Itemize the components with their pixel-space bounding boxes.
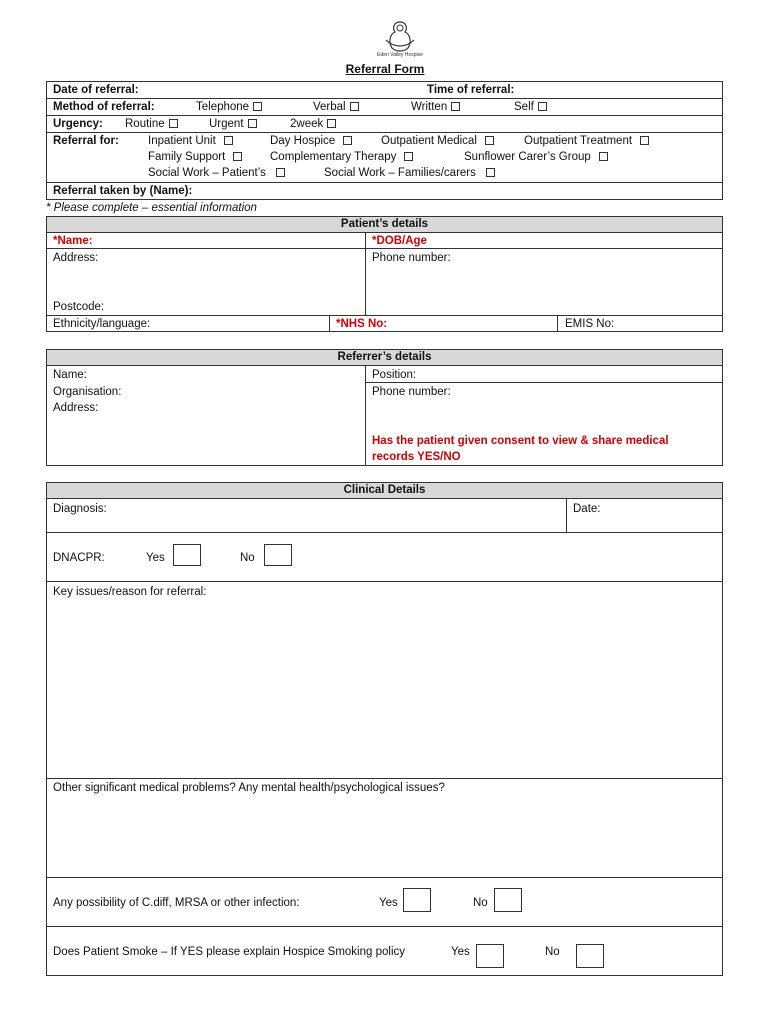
patient-name-label: *Name:: [53, 235, 93, 247]
referral-outpatient-medical[interactable]: Outpatient Medical: [381, 134, 494, 148]
consent-question-line2: records YES/NO: [372, 451, 461, 463]
method-self[interactable]: Self: [514, 100, 547, 114]
infection-no-checkbox[interactable]: [494, 888, 522, 912]
method-verbal[interactable]: Verbal: [313, 100, 359, 114]
other-problems-label: Other significant medical problems? Any mental health/psychological issues?: [53, 782, 445, 794]
dnacpr-yes-checkbox[interactable]: [173, 544, 201, 566]
logo-text: Eden Valley Hospice: [377, 52, 423, 58]
infection-yes-checkbox[interactable]: [403, 888, 431, 912]
smoke-no-checkbox[interactable]: [576, 944, 604, 968]
consent-question-line1: Has the patient given consent to view & share medical: [372, 435, 669, 447]
outpatient-treatment-checkbox[interactable]: [640, 136, 649, 145]
complementary-therapy-checkbox[interactable]: [404, 152, 413, 161]
urgency-2week[interactable]: 2week: [290, 117, 336, 131]
inpatient-unit-checkbox[interactable]: [224, 136, 233, 145]
social-work-families-checkbox[interactable]: [486, 168, 495, 177]
method-telephone[interactable]: Telephone: [196, 100, 262, 114]
dnacpr-no-checkbox[interactable]: [264, 544, 292, 566]
urgency-label: Urgency:: [53, 118, 103, 130]
patient-address-label: Address:: [53, 252, 99, 264]
referral-social-work-families[interactable]: Social Work – Families/carers: [324, 166, 495, 180]
smoke-yes-label: Yes: [451, 946, 470, 958]
outpatient-medical-checkbox[interactable]: [485, 136, 494, 145]
referral-social-work-patients[interactable]: Social Work – Patient’s: [148, 166, 285, 180]
referral-for-label: Referral for:: [53, 135, 119, 147]
patient-postcode-label: Postcode:: [53, 301, 105, 313]
date-of-referral-label: Date of referral:: [53, 84, 139, 96]
sunflower-carers-group-checkbox[interactable]: [599, 152, 608, 161]
patient-emis-label: EMIS No:: [565, 318, 615, 330]
urgency-routine[interactable]: Routine: [125, 117, 178, 131]
patient-phone-label: Phone number:: [372, 252, 451, 264]
routine-checkbox[interactable]: [169, 119, 178, 128]
family-support-checkbox[interactable]: [233, 152, 242, 161]
diagnosis-label: Diagnosis:: [53, 503, 107, 515]
referral-taken-by-label: Referral taken by (Name):: [53, 185, 193, 197]
referral-inpatient-unit[interactable]: Inpatient Unit: [148, 134, 233, 148]
time-of-referral-label: Time of referral:: [427, 84, 515, 96]
dnacpr-no-label: No: [240, 552, 255, 564]
urgency-urgent[interactable]: Urgent: [209, 117, 257, 131]
form-title: Referral Form: [345, 62, 425, 76]
patient-ethnicity-label: Ethnicity/language:: [53, 318, 151, 330]
referrer-phone-label: Phone number:: [372, 386, 451, 398]
referrer-organisation-label: Organisation:: [53, 386, 122, 398]
self-checkbox[interactable]: [538, 102, 547, 111]
patient-nhs-label: *NHS No:: [336, 318, 388, 330]
social-work-patients-checkbox[interactable]: [276, 168, 285, 177]
clinical-details-header: Clinical Details: [46, 482, 723, 499]
telephone-checkbox[interactable]: [253, 102, 262, 111]
referral-complementary-therapy[interactable]: Complementary Therapy: [270, 150, 413, 164]
smoke-label: Does Patient Smoke – If YES please explain Hospice Smoking policy: [53, 946, 406, 958]
referrers-details-header: Referrer’s details: [46, 349, 723, 366]
referrer-name-label: Name:: [53, 369, 87, 381]
referral-day-hospice[interactable]: Day Hospice: [270, 134, 352, 148]
diagnosis-date-label: Date:: [573, 503, 601, 515]
smoke-no-label: No: [545, 946, 560, 958]
verbal-checkbox[interactable]: [350, 102, 359, 111]
key-issues-label: Key issues/reason for referral:: [53, 586, 207, 598]
referral-outpatient-treatment[interactable]: Outpatient Treatment: [524, 134, 649, 148]
written-checkbox[interactable]: [451, 102, 460, 111]
patients-details-header: Patient’s details: [46, 216, 723, 233]
infection-no-label: No: [473, 897, 488, 909]
dnacpr-label: DNACPR:: [53, 552, 105, 564]
urgent-checkbox[interactable]: [248, 119, 257, 128]
referral-family-support[interactable]: Family Support: [148, 150, 242, 164]
smoke-yes-checkbox[interactable]: [476, 944, 504, 968]
infection-label: Any possibility of C.diff, MRSA or other infection:: [53, 897, 300, 909]
essential-info-note: * Please complete – essential information: [46, 202, 257, 214]
dnacpr-yes-label: Yes: [146, 552, 165, 564]
patient-dob-label: *DOB/Age: [372, 235, 427, 247]
referral-sunflower-carers-group[interactable]: Sunflower Carer’s Group: [464, 150, 608, 164]
day-hospice-checkbox[interactable]: [343, 136, 352, 145]
2week-checkbox[interactable]: [327, 119, 336, 128]
method-written[interactable]: Written: [411, 100, 460, 114]
referrer-address-label: Address:: [53, 402, 99, 414]
referrer-position-label: Position:: [372, 369, 417, 381]
method-label: Method of referral:: [53, 101, 155, 113]
infection-yes-label: Yes: [379, 897, 398, 909]
